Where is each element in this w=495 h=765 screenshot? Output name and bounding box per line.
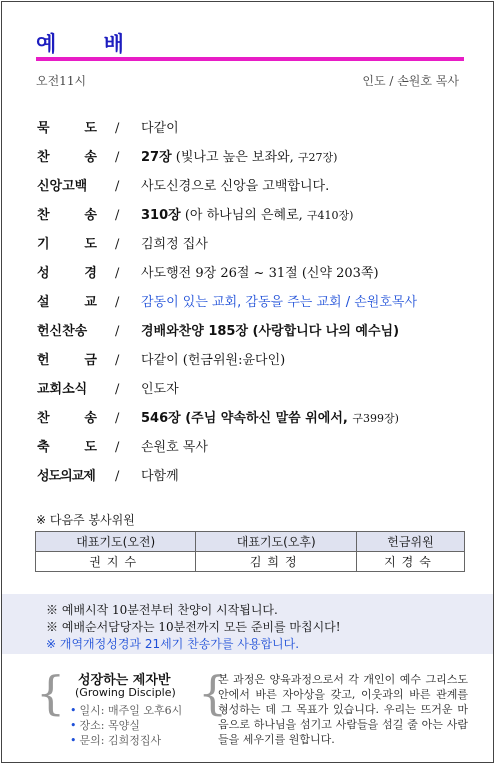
promo-item: [70, 732, 161, 748]
order-text: 사도신경으로 신앙을 고백합니다.: [141, 179, 330, 194]
order-text: 다같이: [141, 121, 179, 136]
order-content: [141, 143, 337, 172]
order-text: (주님 약속하신 말씀 위에서,: [180, 411, 353, 426]
order-label: 묵 도: [37, 121, 97, 136]
order-row: [37, 172, 477, 201]
order-content: [141, 346, 285, 375]
old-hymn-number: 구399장): [352, 412, 399, 425]
order-text: 다함께: [141, 469, 179, 484]
old-hymn-number: 구410장): [306, 209, 354, 222]
order-content: [141, 230, 208, 259]
order-content: [141, 201, 353, 230]
order-row: [37, 346, 477, 375]
promo-item: [70, 717, 140, 733]
notice-item: ※ 예배순서담당자는 10분전까지 모든 준비를 마칩시다!: [46, 620, 341, 634]
service-section-title: ※ 다음주 봉사위원: [36, 513, 135, 527]
service-table: [35, 531, 465, 572]
order-content: [141, 404, 399, 433]
service-header: 헌금위원: [356, 532, 464, 552]
order-label: 성 경: [37, 266, 97, 281]
service-header: 대표기도(오전): [36, 532, 196, 552]
order-text: 사도행전 9장 26절 ~ 31절 (신약 203쪽): [141, 266, 379, 281]
notice-box: [2, 594, 493, 654]
notice-item: ※ 예배시작 10분전부터 찬양이 시작됩니다.: [46, 603, 278, 617]
service-time: 오전11시: [36, 74, 87, 88]
order-label: 찬 송: [37, 208, 97, 223]
title-underline: [36, 57, 464, 61]
service-leader: 인도 / 손원호 목사: [362, 74, 459, 88]
order-sep: /: [115, 179, 120, 194]
bullet-icon: •: [70, 704, 77, 717]
order-sep: /: [115, 208, 120, 223]
order-text: (빛나고 높은 보좌와,: [171, 150, 298, 165]
promo-item-text: 일시: 매주일 오후6시: [79, 704, 183, 717]
order-label: 성도의교제: [37, 469, 95, 484]
bullet-icon: •: [70, 734, 77, 747]
order-sep: /: [115, 469, 120, 484]
order-text: 다같이 (헌금위원:윤다인): [141, 353, 286, 368]
order-row: [37, 230, 477, 259]
order-content: [141, 433, 208, 462]
order-sep: /: [115, 324, 120, 339]
order-label: 기 도: [37, 237, 97, 252]
promo-description: 본 과정은 양육과정으로서 각 개인이 예수 그리스도 안에서 바른 자아상을 갖고, 이웃과의 바른 관계를 형성하는 데 그 목표가 있습니다. 우리는 뜨거운 마음으로 하나님을 섬기고 사람들을 섬길 줄 아는 사람들을 세우기를 원합니다.: [218, 673, 468, 746]
order-content: [141, 172, 329, 201]
order-label: 신앙고백: [37, 179, 88, 194]
old-hymn-number: 구27장): [297, 151, 338, 164]
order-text: 감동이 있는 교회, 감동을 주는 교회 / 손원호목사: [141, 295, 418, 310]
right-brace-icon: {: [198, 666, 228, 720]
order-sep: /: [115, 411, 120, 426]
sermon-title: [141, 288, 417, 317]
order-row: [37, 375, 477, 404]
bulletin-page: [1, 1, 494, 763]
order-row: [37, 259, 477, 288]
order-label: 축 도: [37, 440, 97, 455]
order-row: [37, 433, 477, 462]
order-label: 찬 송: [37, 411, 97, 426]
service-header-row: [36, 532, 465, 552]
hymn-number: 27장: [141, 150, 172, 165]
service-value: 지경숙: [356, 552, 464, 572]
order-row-sermon: [37, 288, 477, 317]
order-content: [141, 317, 399, 346]
order-label: 헌 금: [37, 353, 97, 368]
order-label: 찬 송: [37, 150, 97, 165]
promo-title: 성장하는 제자반: [78, 673, 171, 688]
notice-item: ※ 개역개정성경과 21세기 찬송가를 사용합니다.: [46, 637, 300, 651]
order-sep: /: [115, 150, 120, 165]
left-brace-icon: {: [36, 666, 66, 720]
order-sep: /: [115, 353, 120, 368]
bullet-icon: •: [70, 719, 77, 732]
order-row: [37, 201, 477, 230]
order-row: [37, 317, 477, 346]
hymn-number: 310장: [141, 208, 181, 223]
order-text: 손원호 목사: [141, 440, 208, 455]
order-sep: /: [115, 295, 120, 310]
page-title: 예 배: [36, 32, 144, 56]
order-label: 설 교: [37, 295, 97, 310]
promo-item-text: 문의: 김희정집사: [79, 734, 162, 747]
order-sep: /: [115, 121, 120, 136]
order-content: [141, 462, 179, 491]
order-label: 교회소식: [37, 382, 88, 397]
hymn-number: 546장: [141, 411, 181, 426]
promo-item: [70, 702, 182, 718]
order-sep: /: [115, 237, 120, 252]
order-content: [141, 375, 179, 404]
order-row: [37, 143, 477, 172]
promo-item-text: 장소: 목양실: [79, 719, 140, 732]
order-sep: /: [115, 266, 120, 281]
order-content: [141, 114, 179, 143]
order-text: (아 하나님의 은혜로,: [180, 208, 307, 223]
order-content: [141, 259, 379, 288]
order-text: 경배와찬양 185장 (사랑합니다 나의 예수님): [141, 324, 400, 339]
service-value: 권지수: [36, 552, 196, 572]
order-text: 김희정 집사: [141, 237, 208, 252]
service-header: 대표기도(오후): [196, 532, 356, 552]
promo-subtitle: (Growing Disciple): [75, 686, 176, 699]
order-row: [37, 404, 477, 433]
order-sep: /: [115, 440, 120, 455]
order-sep: /: [115, 382, 120, 397]
order-row: [37, 462, 477, 491]
service-value: 김희정: [196, 552, 356, 572]
order-text: 인도자: [141, 382, 179, 397]
order-label: 헌신찬송: [37, 324, 88, 339]
service-value-row: [36, 552, 465, 572]
order-row: [37, 114, 477, 143]
order-of-worship: [37, 114, 477, 491]
